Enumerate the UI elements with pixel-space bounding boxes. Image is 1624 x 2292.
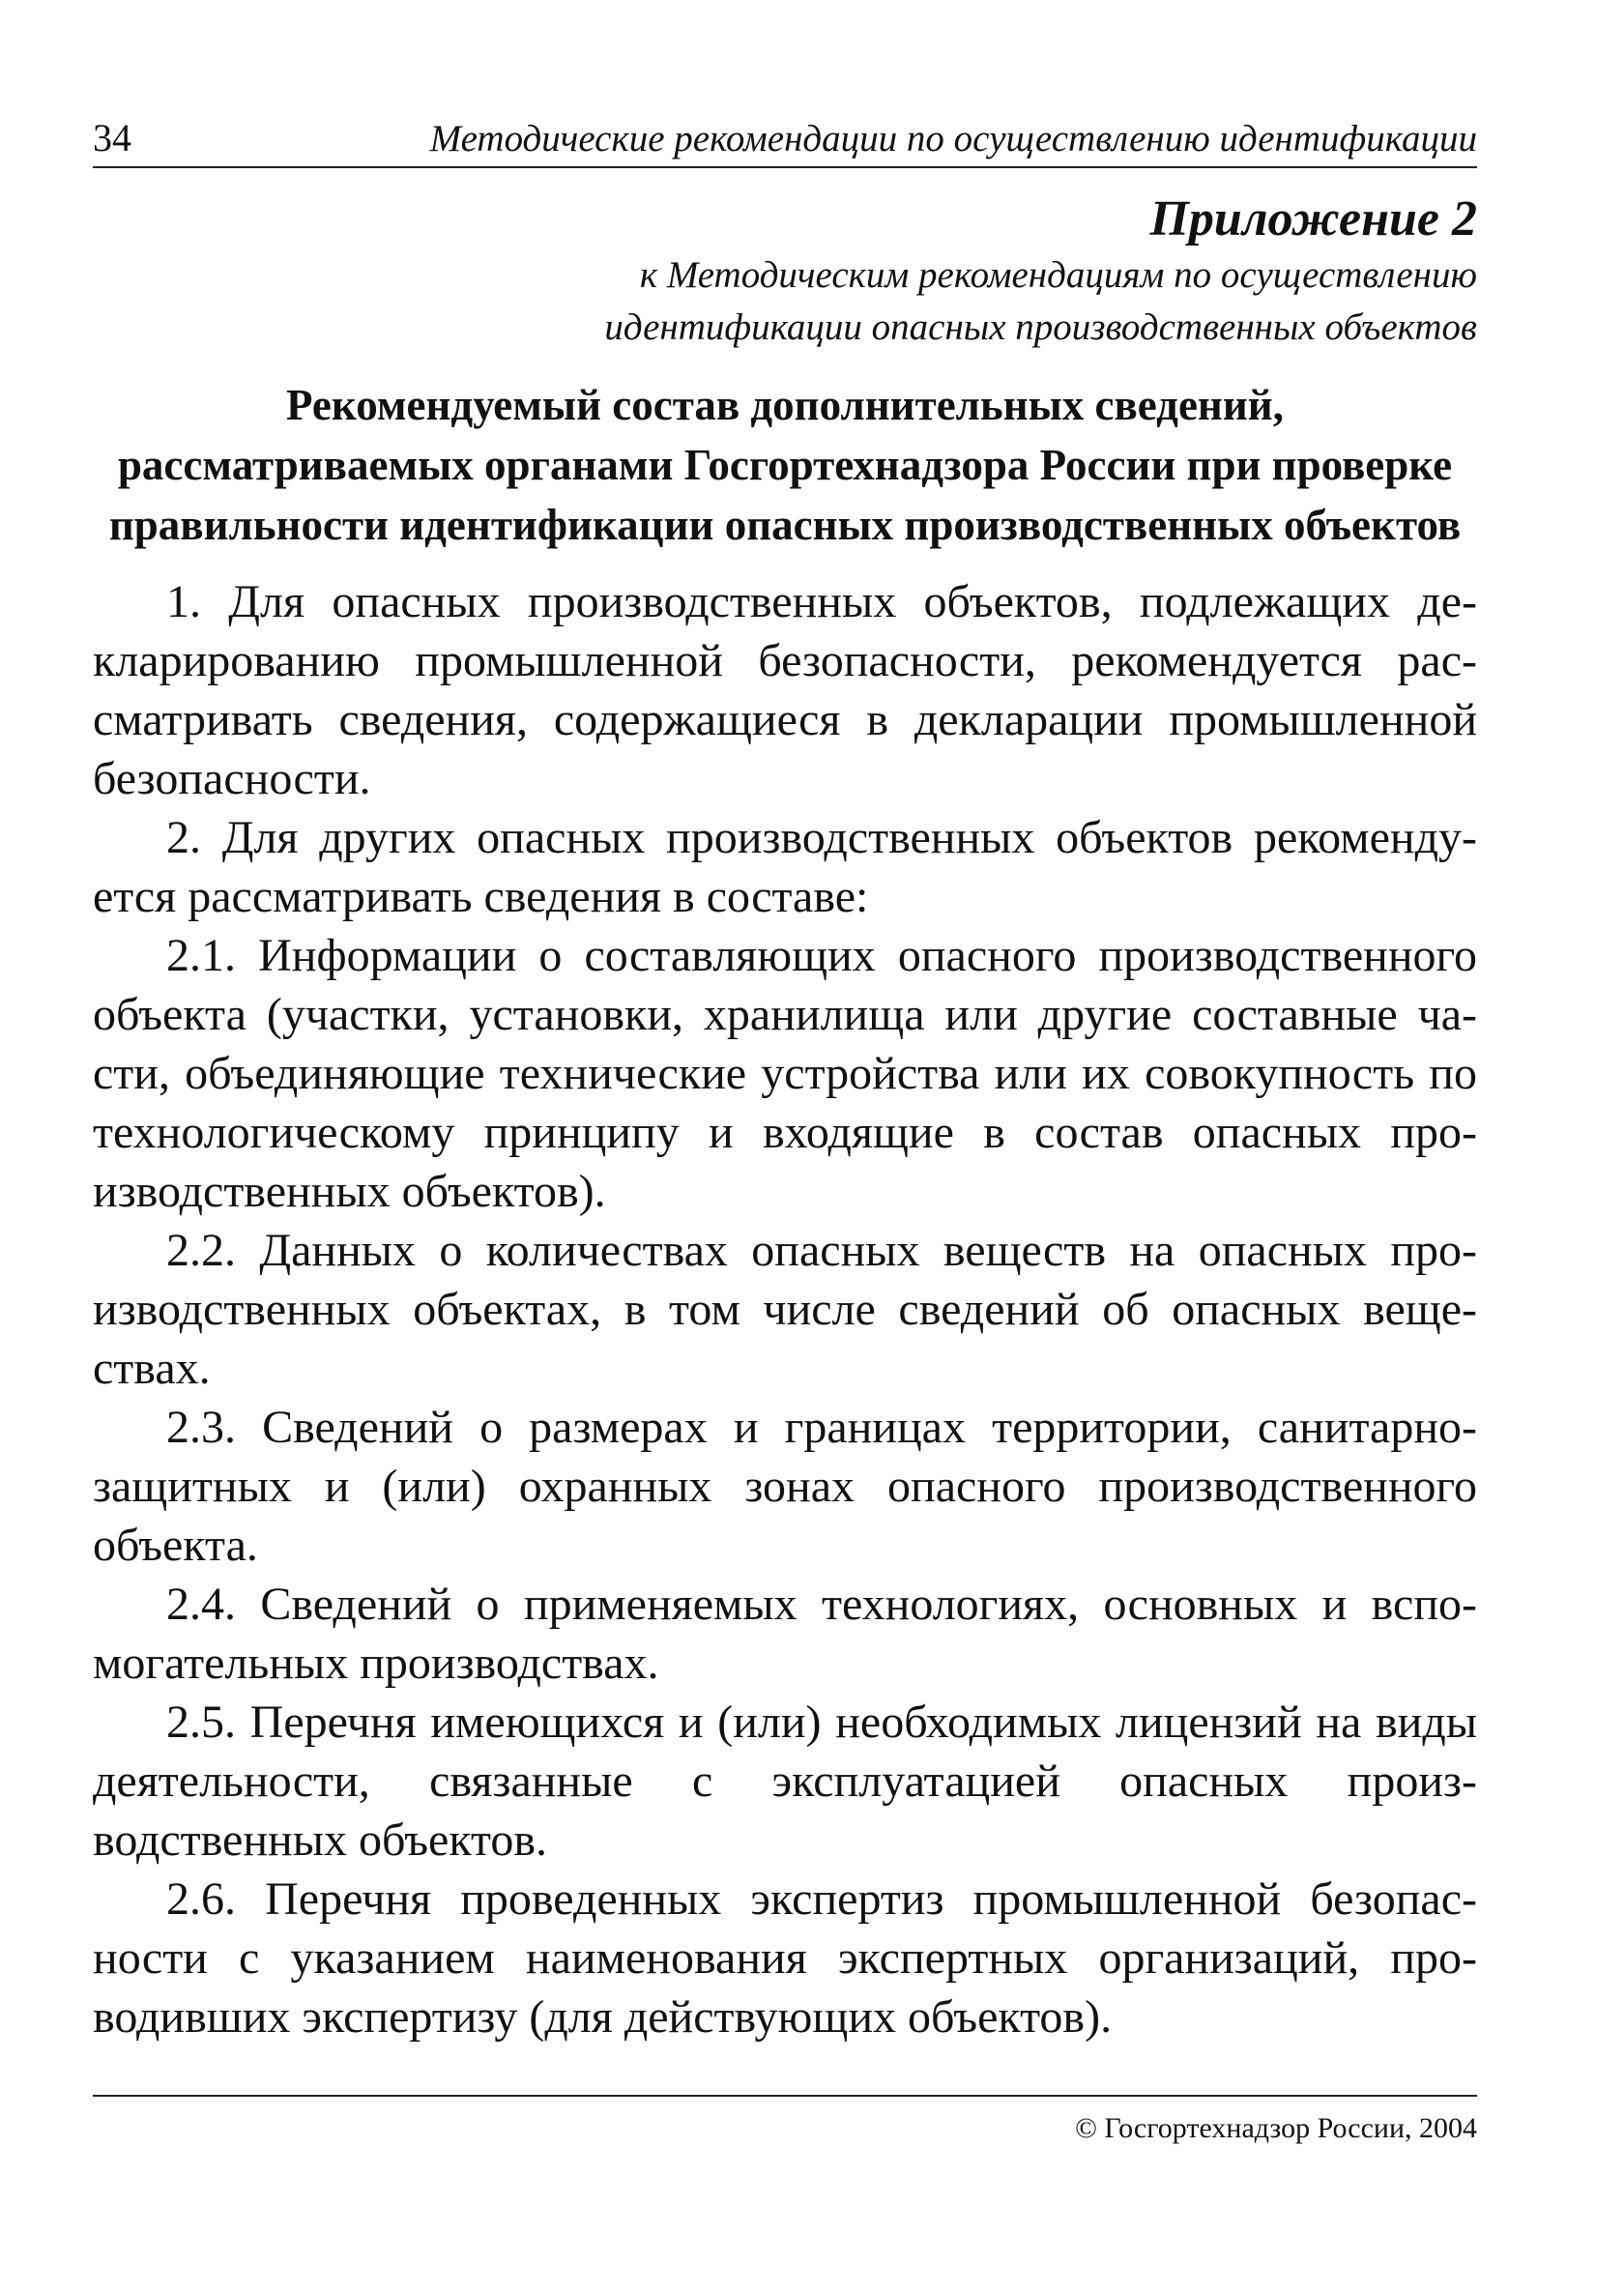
paragraph-1: 1. Для опасных производственных объектов, подлежащих декларированию промышленной безопасности, рекомендуется рассматривать сведения, содержащиеся в декларации промышленной безопасности. bbox=[93, 576, 1477, 804]
paragraph-2-3: 2.3. Сведений о размерах и границах территории, санитарно-защитных и (или) охранных зонах опасного производственного объекта. bbox=[93, 1402, 1477, 1571]
document-title-line-3: правильности идентификации опасных производственных объектов bbox=[108, 501, 1462, 549]
running-title: Методические рекомендации по осуществлению идентификации bbox=[429, 118, 1477, 160]
paragraph-2-1: 2.1. Информации о составляющих опасного производственного объекта (участки, установки, хранилища или другие составные части, объединяющие технические устройства или их совокупность по технологическому принципу и входящие в состав опасных производственных объектов). bbox=[93, 930, 1477, 1217]
document-title-line-1: Рекомендуемый состав дополнительных сведений, bbox=[286, 381, 1284, 429]
appendix-subtitle-line-1: к Методическим рекомендациям по осуществлению bbox=[639, 254, 1477, 296]
copyright-notice: © Госгортехнадзор России, 2004 bbox=[1075, 2112, 1477, 2144]
appendix-subtitle-line-2: идентификации опасных производственных объектов bbox=[604, 306, 1477, 348]
paragraph-2-4: 2.4. Сведений о применяемых технологиях, основных и вспомогательных производствах. bbox=[93, 1579, 1477, 1689]
document-title-line-2: рассматриваемых органами Госгортехнадзора России при проверке bbox=[117, 441, 1453, 489]
paragraph-2-2: 2.2. Данных о количествах опасных веществ на опасных производственных объектах, в том числе сведений об опасных веществах. bbox=[93, 1225, 1477, 1394]
paragraph-2-5: 2.5. Перечня имеющихся и (или) необходимых лицензий на виды деятельности, связанные с эксплуатацией опасных производственных объектов. bbox=[93, 1697, 1477, 1866]
running-header bbox=[93, 108, 1477, 168]
appendix-block bbox=[604, 189, 1477, 354]
footer-divider bbox=[93, 2095, 1477, 2097]
paragraph-2-6: 2.6. Перечня проведенных экспертиз промышленной безопасности с указанием наименования экспертных организаций, проводивших экспертизу (для действующих объектов). bbox=[93, 1873, 1477, 2043]
document-title bbox=[93, 375, 1477, 555]
page-number: 34 bbox=[93, 116, 131, 160]
paragraph-2: 2. Для других опасных производственных объектов рекомендуется рассматривать сведения в составе: bbox=[93, 812, 1477, 922]
appendix-title: Приложение 2 bbox=[1149, 191, 1477, 247]
body-text bbox=[93, 572, 1477, 2046]
